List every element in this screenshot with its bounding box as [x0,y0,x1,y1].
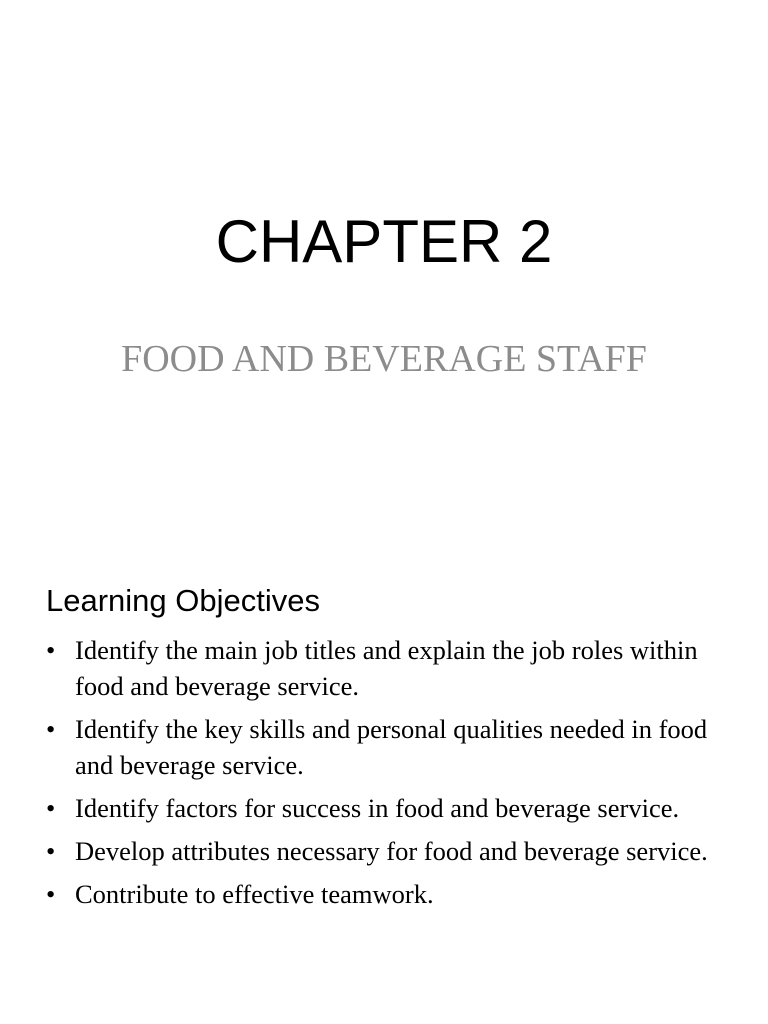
bullet-icon: • [46,635,56,665]
objective-item-1 [46,632,726,704]
chapter-title: CHAPTER 2 [215,208,553,275]
learning-objectives-list [46,632,726,919]
objective-item-2 [46,711,726,783]
bullet-icon: • [46,714,56,744]
objective-text: Contribute to effective teamwork. [75,879,434,909]
bullet-icon: • [46,879,56,909]
objective-item-5 [46,876,726,912]
bullet-icon: • [46,836,56,866]
objective-text: Identify the main job titles and explain the job roles within food and beverage service. [75,635,698,701]
objective-item-4 [46,833,726,869]
chapter-subtitle: FOOD AND BEVERAGE STAFF [121,338,647,380]
objective-item-3 [46,790,726,826]
objective-text: Identify the key skills and personal qualities needed in food and beverage service. [75,714,708,780]
bullet-icon: • [46,793,56,823]
learning-objectives-heading: Learning Objectives [46,583,320,618]
objective-text: Identify factors for success in food and beverage service. [75,793,680,823]
objective-text: Develop attributes necessary for food and beverage service. [75,836,708,866]
